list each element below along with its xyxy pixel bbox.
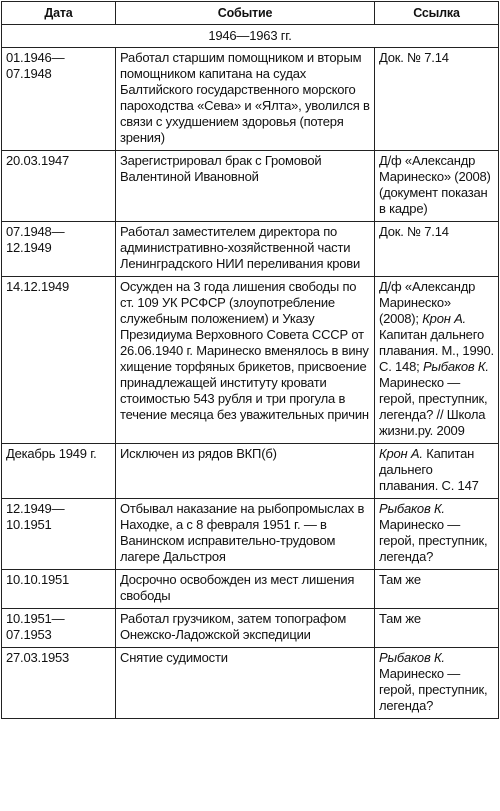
table-row	[2, 609, 499, 648]
chronology-table	[1, 1, 499, 719]
row-reference	[375, 570, 499, 609]
row-date: 10.10.1951	[2, 570, 116, 609]
row-event: Работал старшим помощником и вторым помощником капитана на судах Балтийского государственного морского пароходства «Сева» и «Ялта», уволился в связи с ухудшением здоровья (потеря зрения)	[116, 48, 375, 151]
reference-text: Маринеско — герой, преступник, легенда? // Школа жизни.ру. 2009	[379, 375, 488, 438]
row-date: 10.1951— 07.1953	[2, 609, 116, 648]
row-reference	[375, 648, 499, 719]
row-date: 12.1949— 10.1951	[2, 499, 116, 570]
reference-text: Док. № 7.14	[379, 224, 449, 239]
row-date: 27.03.1953	[2, 648, 116, 719]
row-date: 20.03.1947	[2, 151, 116, 222]
header-reference: Ссылка	[375, 2, 499, 25]
row-reference	[375, 609, 499, 648]
reference-text: Д/ф «Александр Маринеско» (2008) (документ показан в кадре)	[379, 153, 491, 216]
section-row	[2, 25, 499, 48]
row-reference	[375, 499, 499, 570]
row-date: Декабрь 1949 г.	[2, 444, 116, 499]
table-row	[2, 648, 499, 719]
row-reference	[375, 277, 499, 444]
table-row	[2, 499, 499, 570]
section-title: 1946—1963 гг.	[2, 25, 499, 48]
reference-text: Там же	[379, 611, 421, 626]
header-event: Событие	[116, 2, 375, 25]
reference-author: Рыбаков К.	[422, 359, 489, 374]
row-reference	[375, 151, 499, 222]
table-row	[2, 222, 499, 277]
row-event: Зарегистрировал брак с Громовой Валентиной Ивановной	[116, 151, 375, 222]
table-row	[2, 444, 499, 499]
row-date: 14.12.1949	[2, 277, 116, 444]
reference-author: Рыбаков К.	[379, 501, 445, 516]
row-date: 07.1948— 12.1949	[2, 222, 116, 277]
table-row	[2, 48, 499, 151]
reference-author: Крон А.	[422, 311, 466, 326]
reference-text: Там же	[379, 572, 421, 587]
reference-text: Д/ф «Александр Маринеско» (2008);	[379, 279, 476, 326]
row-event: Досрочно освобожден из мест лишения свободы	[116, 570, 375, 609]
reference-text: Маринеско — герой, преступник, легенда?	[379, 666, 488, 713]
row-event: Работал грузчиком, затем топографом Онежско-Ладожской экспедиции	[116, 609, 375, 648]
row-event: Работал заместителем директора по административно-хозяйственной части Ленинградского НИИ переливания крови	[116, 222, 375, 277]
row-date: 01.1946— 07.1948	[2, 48, 116, 151]
reference-author: Крон А.	[379, 446, 423, 461]
row-reference	[375, 48, 499, 151]
row-event: Осужден на 3 года лишения свободы по ст. 109 УК РСФСР (злоупотребление служебным положением) и Указу Президиума Верховного Совета СССР от 26.06.1940 г. Маринеско вменялось в вину хищение торфяных брикетов, присвоение принадлежащей институту кровати стоимостью 543 рубля и три прогула в течение месяца без уважительных причин	[116, 277, 375, 444]
reference-author: Рыбаков К.	[379, 650, 445, 665]
header-row	[2, 2, 499, 25]
row-reference	[375, 444, 499, 499]
row-event: Снятие судимости	[116, 648, 375, 719]
table-row	[2, 151, 499, 222]
row-event: Исключен из рядов ВКП(б)	[116, 444, 375, 499]
reference-text: Капитан дальнего плавания. М., 1990. С. 148;	[379, 327, 494, 374]
header-date: Дата	[2, 2, 116, 25]
table-row	[2, 277, 499, 444]
reference-text: Маринеско — герой, преступник, легенда?	[379, 517, 488, 564]
row-event: Отбывал наказание на рыбопромыслах в Находке, а с 8 февраля 1951 г. — в Ванинском исправительно-трудовом лагере Дальстроя	[116, 499, 375, 570]
row-reference	[375, 222, 499, 277]
reference-text: Док. № 7.14	[379, 50, 449, 65]
table-row	[2, 570, 499, 609]
reference-text: Капитан дальнего плавания. С. 147	[379, 446, 479, 493]
